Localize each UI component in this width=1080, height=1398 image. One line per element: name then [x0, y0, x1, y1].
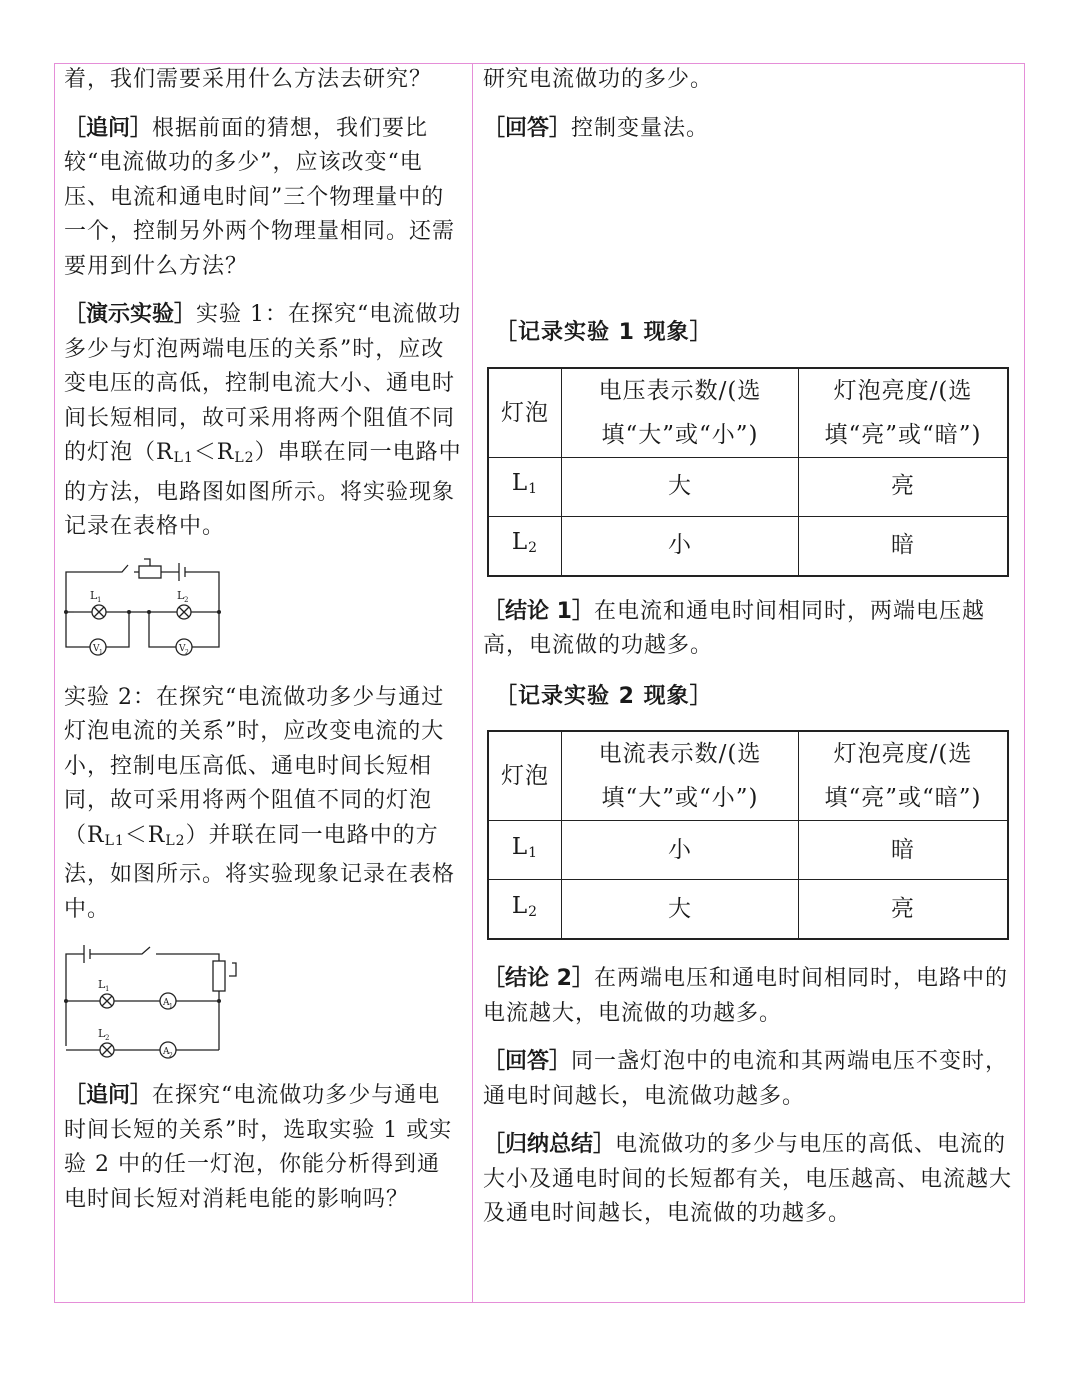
header-line: 灯泡亮度/(选 [833, 377, 973, 404]
header-line: 填“亮”或“暗”) [824, 421, 982, 448]
answer-1 [483, 112, 1013, 147]
subscript: L2 [234, 450, 255, 466]
record-exp1-title: ［记录实验 1 现象］ [495, 320, 713, 345]
lamp-cell [488, 821, 562, 880]
right-intro-text: 研究电流做功的多少。 [483, 67, 714, 92]
subscript: 1 [99, 648, 104, 656]
parallel-circuit-diagram [64, 941, 254, 1061]
demo-text-a: 实验 1：在探究“电流做功多少与灯泡两端电压的关系”时，应改变电压的高低，控制电流大小、通电时间长短相同，故可采用将两个阻值不同的灯泡（R [64, 302, 462, 465]
conclusion-tag: ［结论 1］ [483, 598, 594, 624]
brightness-cell: 亮 [799, 457, 1009, 516]
subscript: L1 [104, 832, 125, 849]
answer-text: 同一盏灯泡中的电流和其两端电压不变时，通电时间越长，电流做功越多。 [483, 1049, 1009, 1109]
header-line: 填“大”或“小”) [601, 785, 759, 811]
value-cell: 大 [562, 880, 799, 940]
left-column [64, 63, 462, 1217]
subscript: 2 [169, 1052, 174, 1059]
answer-tag: ［回答］ [483, 1049, 572, 1074]
lamp-l2-label: L [177, 588, 186, 602]
less-than: ＜R [124, 822, 166, 848]
subscript: 2 [528, 540, 539, 557]
lamp-cell [488, 457, 562, 516]
table-header-voltage [562, 368, 799, 458]
followup-tag: ［追问］ [64, 115, 153, 141]
subscript: 2 [105, 1034, 111, 1042]
conclusion-text: 在电流和通电时间相同时，两端电压越高，电流做的功越多。 [483, 598, 985, 658]
table-header-lamp: 灯泡 [488, 368, 562, 458]
demo-experiment-2 [64, 681, 462, 928]
lamp-l1-label: L [98, 978, 107, 991]
table-row [488, 821, 1008, 880]
demo-experiment-1 [64, 298, 462, 545]
followup-text: 根据前面的猜想，我们要比较“电流做功的多少”，应该改变“电压、电流和通电时间”三个物理量中的一个，控制另外两个物理量相同。还需要用到什么方法？ [64, 115, 456, 279]
followup-text: 在探究“电流做功多少与通电时间长短的关系”时，选取实验 1 或实验 2 中的任一灯泡，你能分析得到通电时间长短对消耗电能的影响吗？ [64, 1083, 453, 1212]
table-row [488, 516, 1008, 576]
answer-tag: ［回答］ [483, 115, 572, 141]
subscript: 1 [97, 595, 103, 604]
record-table-2 [487, 730, 1009, 940]
conclusion-2 [483, 962, 1013, 1031]
value-cell: 大 [562, 457, 799, 516]
ammeter-a2-label: A [163, 1047, 171, 1057]
subscript: 1 [169, 1003, 174, 1010]
header-line: 电压表示数/(选 [598, 377, 762, 404]
record-table-1 [487, 367, 1009, 577]
header-line: 填“亮”或“暗”) [824, 785, 982, 811]
value-cell: 小 [562, 516, 799, 576]
less-than: ＜R [193, 440, 235, 465]
header-line: 填“大”或“小”) [601, 421, 759, 448]
demo-tag: ［演示实验］ [64, 302, 197, 327]
series-circuit-diagram [64, 557, 234, 667]
subscript: 1 [528, 844, 539, 861]
lamp-cell [488, 516, 562, 576]
brightness-cell: 亮 [799, 880, 1009, 940]
conclusion-text: 在两端电压和通电时间相同时，电路中的电流越大，电流做的功越多。 [483, 966, 1008, 1026]
summary [483, 1128, 1013, 1232]
header-line: 电流表示数/(选 [598, 741, 762, 767]
voltmeter-v1-label: V [93, 643, 101, 654]
summary-text: 电流做功的多少与电压的高低、电流的大小及通电时间的长短都有关，电压越高、电流越大及通电时间越长，电流做的功越多。 [483, 1132, 1013, 1226]
lamp-cell [488, 880, 562, 940]
ammeter-a1-label: A [163, 998, 171, 1008]
conclusion-1 [483, 595, 1013, 664]
value-cell: 小 [562, 821, 799, 880]
table-row [488, 880, 1008, 940]
subscript: 1 [105, 985, 111, 993]
followup-question-2 [64, 1079, 462, 1217]
table-header-lamp: 灯泡 [488, 731, 562, 821]
summary-tag: ［归纳总结］ [483, 1132, 616, 1157]
table-header-brightness [799, 731, 1009, 821]
right-column [483, 63, 1013, 1232]
lamp-l1-label: L [90, 588, 99, 602]
answer-text: 控制变量法。 [571, 115, 710, 141]
exp2-text-b: ）并联在同一电路中的方法，如图所示。将实验现象记录在表格中。 [64, 822, 456, 922]
subscript: 2 [185, 648, 190, 656]
brightness-cell: 暗 [799, 821, 1009, 880]
table-row [488, 457, 1008, 516]
answer-2 [483, 1045, 1013, 1114]
column-divider [472, 63, 473, 1303]
record-exp2-title: ［记录实验 2 现象］ [495, 683, 713, 709]
followup-question-1 [64, 112, 462, 285]
table-header-current [562, 731, 799, 821]
header-line: 灯泡亮度/(选 [833, 741, 973, 767]
subscript: L1 [173, 450, 194, 466]
voltmeter-v2-label: V [179, 643, 187, 654]
lamp-name: L [511, 892, 529, 919]
lamp-name: L [511, 470, 529, 497]
exp2-text-a: 实验 2：在探究“电流做功多少与通过灯泡电流的关系”时，应改变电流的大小，控制电压高低、通电时间长短相同，故可采用将两个阻值不同的灯泡（R [64, 684, 445, 848]
subscript: 2 [528, 903, 539, 920]
brightness-cell: 暗 [799, 516, 1009, 576]
table-header-brightness [799, 368, 1009, 458]
left-intro-text: 着，我们需要采用什么方法去研究？ [64, 67, 433, 92]
lamp-name: L [511, 833, 529, 860]
subscript: 2 [184, 595, 190, 604]
subscript: 1 [528, 481, 539, 498]
subscript: L2 [165, 832, 186, 849]
demo-text-b: ）串联在同一电路中的方法，电路图如图所示。将实验现象记录在表格中。 [64, 440, 462, 539]
lamp-name: L [511, 529, 529, 556]
conclusion-tag: ［结论 2］ [483, 966, 594, 991]
followup-tag: ［追问］ [64, 1083, 153, 1108]
lamp-l2-label: L [98, 1027, 107, 1040]
